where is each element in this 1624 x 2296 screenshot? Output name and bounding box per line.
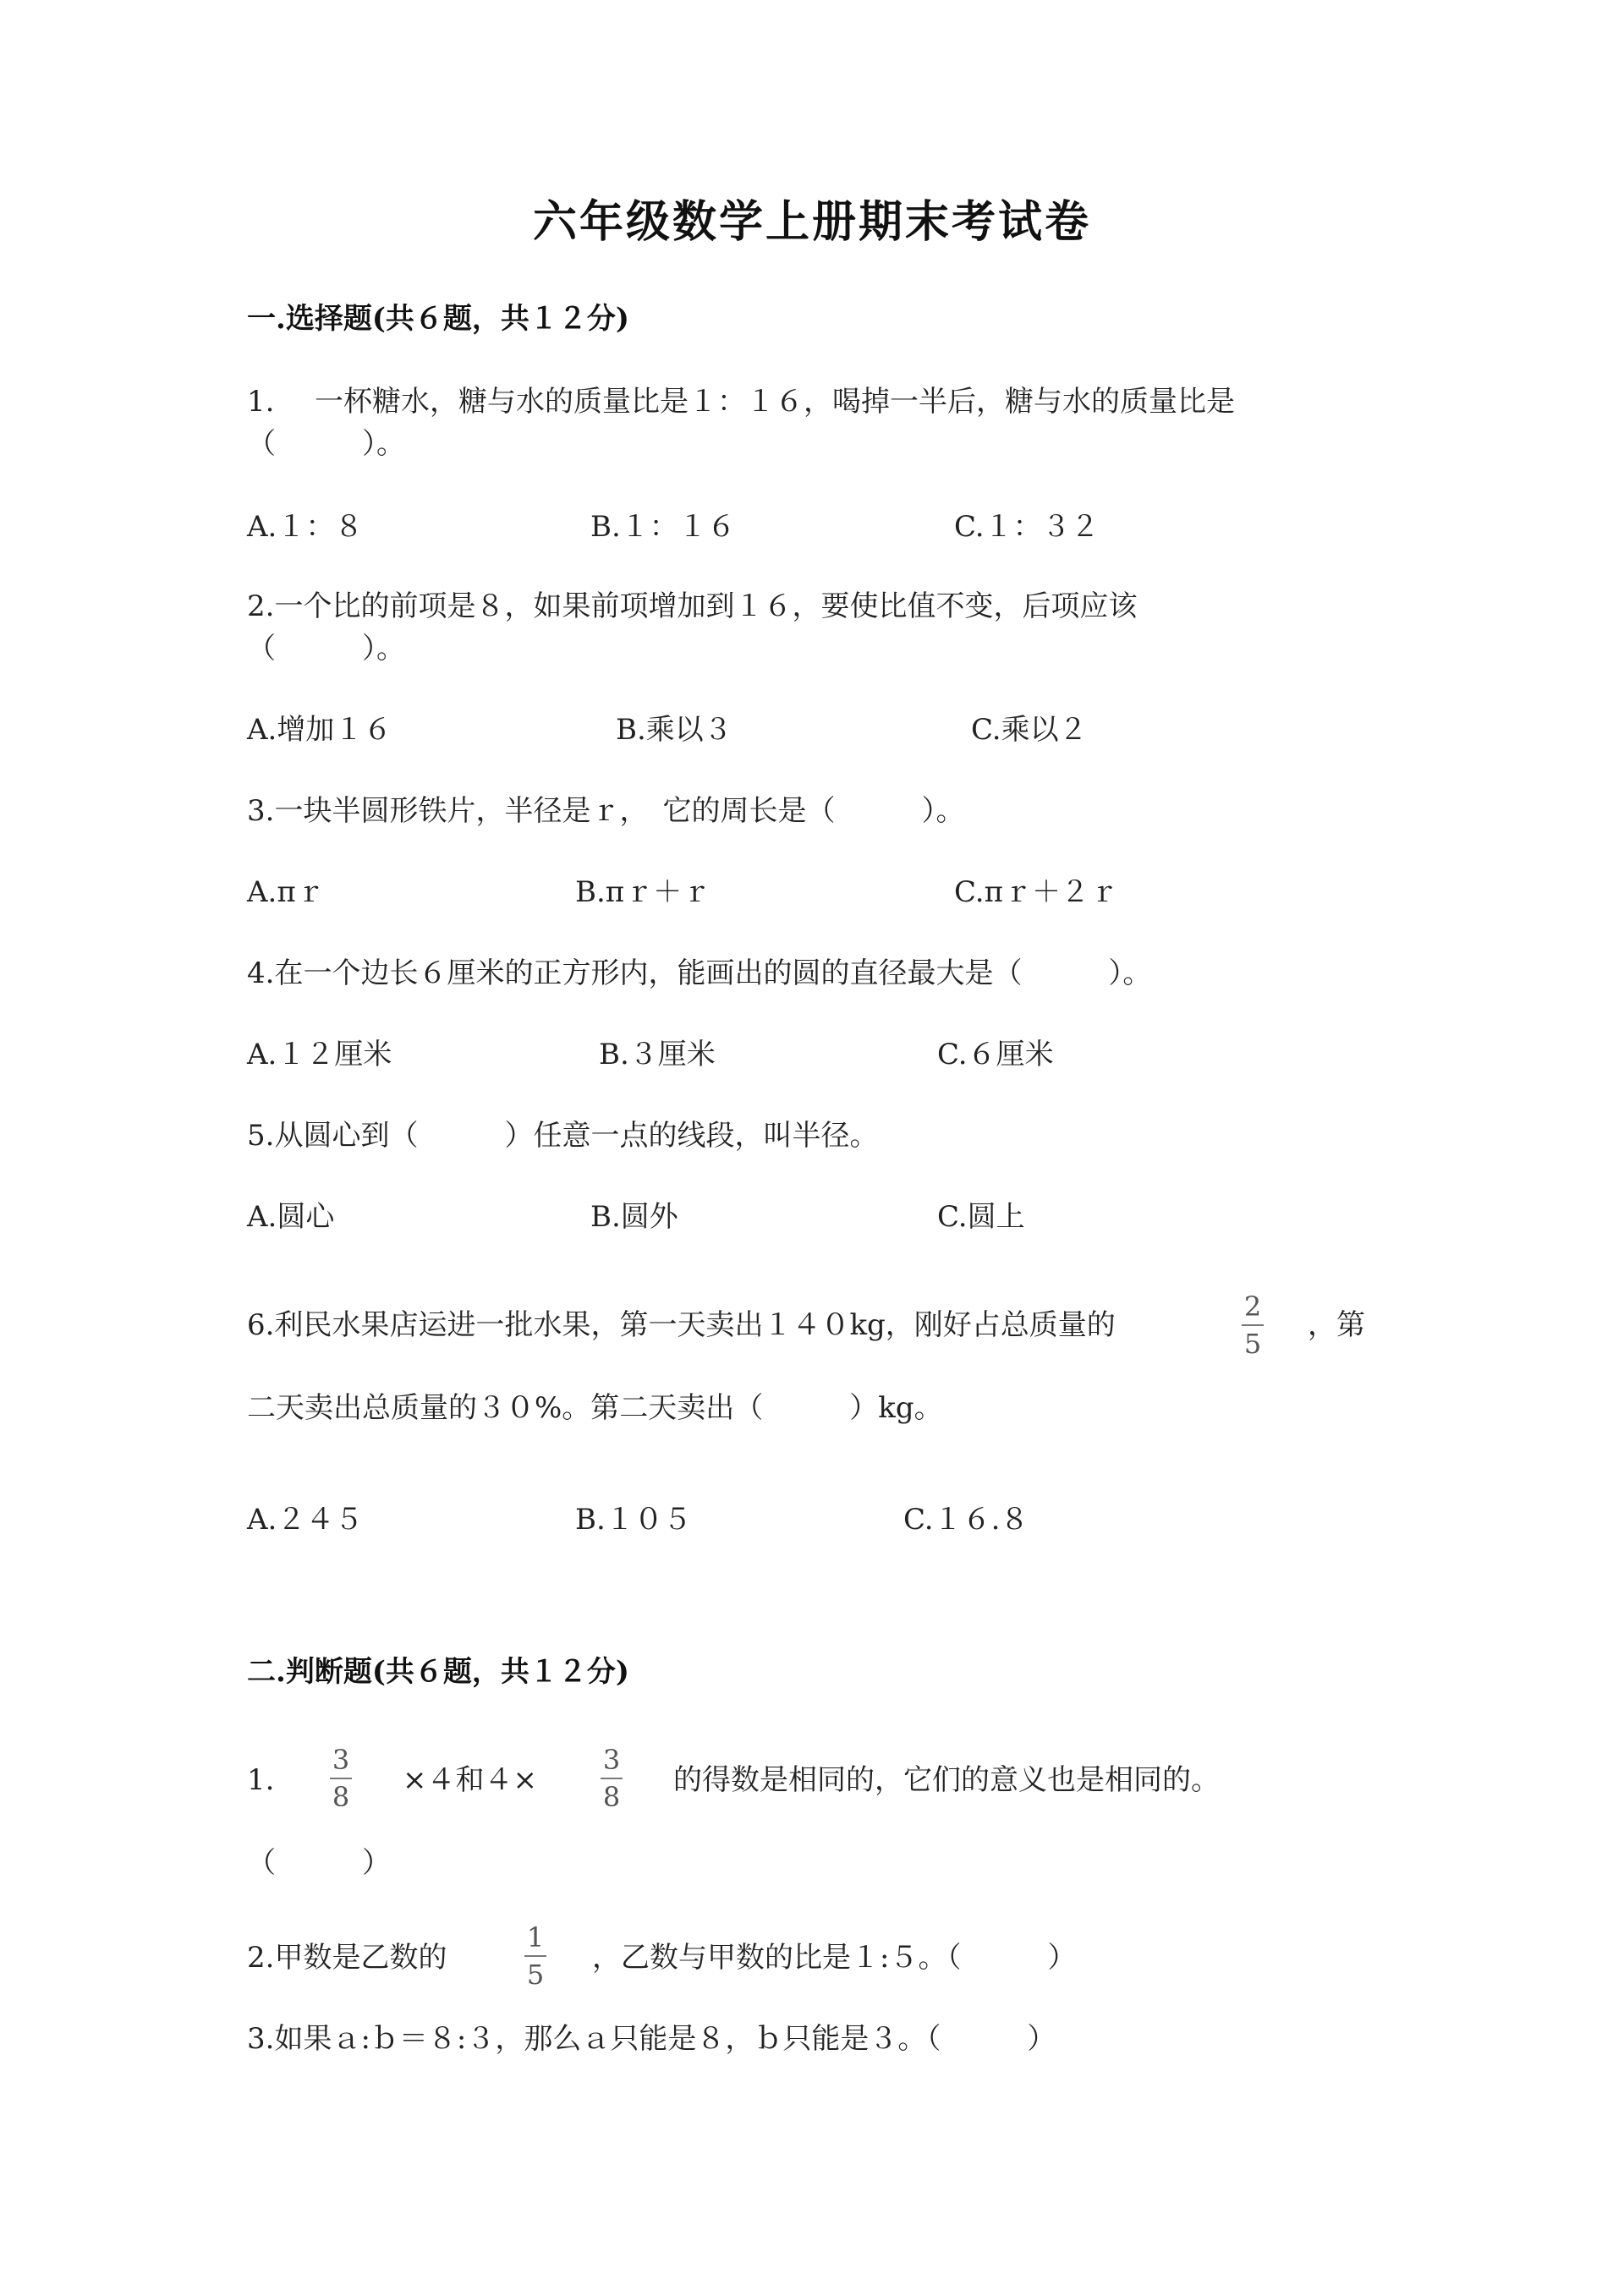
judge-2-text-start: 2.甲数是乙数的	[247, 1941, 447, 1975]
question-3-option-a[interactable]: A.πｒ	[247, 875, 325, 909]
question-1-line-1	[247, 381, 1235, 423]
judge-3-text: 3.如果ａ:ｂ＝８:３，那么ａ只能是８，ｂ只能是３。（ ）	[247, 2022, 1056, 2056]
section-title-choice: 一.选择题(共６题，共１２分)	[247, 302, 630, 336]
question-2-line-1: 2.一个比的前项是８，如果前项增加到１６，要使比值不变，后项应该	[247, 589, 1138, 623]
fraction-two-fifths	[1242, 1290, 1264, 1360]
fraction-numerator: 2	[1243, 1290, 1262, 1323]
fraction-three-eighths-1	[330, 1744, 352, 1813]
question-2-line-2: （ ）。	[247, 632, 405, 666]
fraction-bar	[1242, 1324, 1264, 1326]
question-1-option-b[interactable]: B.１：１６	[590, 510, 736, 544]
question-4-option-a[interactable]: A.１２厘米	[247, 1038, 392, 1071]
question-2-option-c[interactable]: C.乘以２	[971, 713, 1088, 747]
judge-2-text-end: ，乙数与甲数的比是１:５。（ ）	[592, 1941, 1077, 1975]
question-3-option-b[interactable]: B.πｒ＋ｒ	[575, 875, 711, 909]
fraction-one-fifth	[524, 1921, 546, 1991]
question-3-line-1: 3.一块半圆形铁片，半径是ｒ， 它的周长是（ ）。	[247, 794, 965, 828]
question-6-line-2: 二天卖出总质量的３０%。第二天卖出（ ）kg。	[247, 1391, 943, 1425]
question-5-line-1: 5.从圆心到（ ）任意一点的线段，叫半径。	[247, 1119, 879, 1153]
fraction-numerator: 3	[602, 1744, 621, 1776]
question-2-option-a[interactable]: A.增加１６	[247, 713, 392, 747]
page-title: 六年级数学上册期末考试卷	[532, 196, 1091, 248]
fraction-denominator: 5	[526, 1959, 545, 1991]
fraction-bar	[524, 1955, 546, 1957]
question-6-option-c[interactable]: C.１６.８	[903, 1503, 1029, 1537]
judge-1-number: 1.	[247, 1763, 275, 1797]
question-1-line-2: （ ）。	[247, 427, 405, 461]
question-6-line-1-end: ，第	[1308, 1308, 1365, 1342]
fraction-denominator: 5	[1243, 1328, 1262, 1360]
fraction-denominator: 8	[602, 1781, 621, 1813]
question-text: 一杯糖水，糖与水的质量比是１：１６，喝掉一半后，糖与水的质量比是	[315, 385, 1235, 419]
question-4-option-c[interactable]: C.６厘米	[937, 1038, 1054, 1071]
judge-1-rest-text: 的得数是相同的，它们的意义也是相同的。	[673, 1763, 1220, 1797]
fraction-three-eighths-2	[601, 1744, 623, 1813]
question-5-option-a[interactable]: A.圆心	[247, 1200, 335, 1234]
judge-1-bracket: （ ）	[247, 1846, 391, 1880]
fraction-denominator: 8	[332, 1781, 350, 1813]
fraction-bar	[601, 1778, 623, 1779]
question-1-option-a[interactable]: A.１：８	[247, 510, 364, 544]
question-5-option-b[interactable]: B.圆外	[590, 1200, 678, 1234]
fraction-numerator: 1	[526, 1921, 545, 1954]
question-4-option-b[interactable]: B.３厘米	[599, 1038, 716, 1071]
question-number: 1.	[247, 385, 275, 419]
fraction-bar	[330, 1778, 352, 1779]
section-title-judgement: 二.判断题(共６题，共１２分)	[247, 1655, 630, 1689]
question-1-option-c[interactable]: C.１：３２	[954, 510, 1100, 544]
question-6-option-b[interactable]: B.１０５	[575, 1503, 692, 1537]
judge-1-mid-text: ×４和４×	[403, 1763, 537, 1797]
question-5-option-c[interactable]: C.圆上	[937, 1200, 1025, 1234]
question-2-option-b[interactable]: B.乘以３	[616, 713, 732, 747]
question-6-option-a[interactable]: A.２４５	[247, 1503, 364, 1537]
fraction-numerator: 3	[332, 1744, 350, 1776]
question-3-option-c[interactable]: C.πｒ＋２ｒ	[954, 875, 1118, 909]
question-6-line-1: 6.利民水果店运进一批水果，第一天卖出１４０kg，刚好占总质量的	[247, 1308, 1116, 1342]
question-4-line-1: 4.在一个边长６厘米的正方形内，能画出的圆的直径最大是（ ）。	[247, 956, 1152, 990]
